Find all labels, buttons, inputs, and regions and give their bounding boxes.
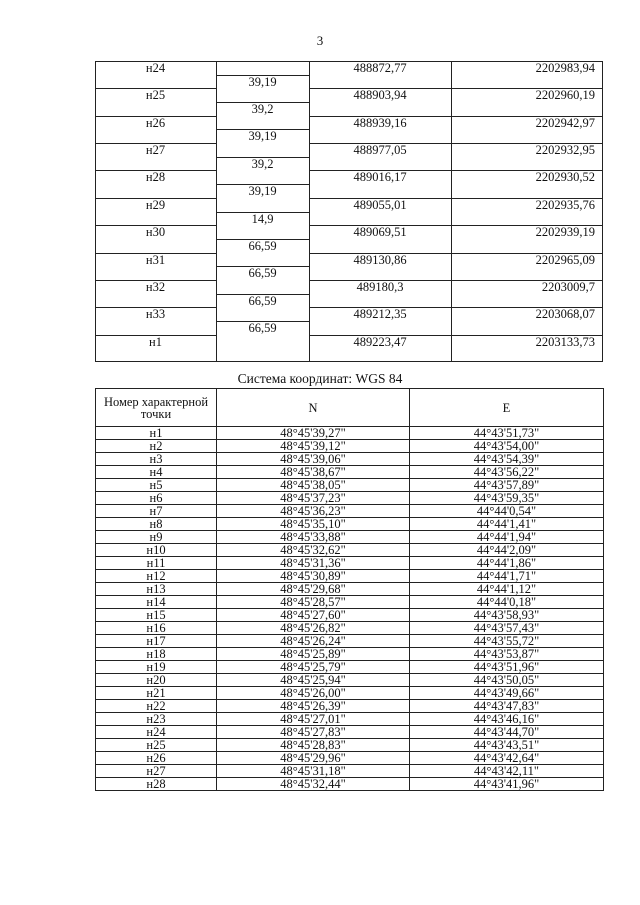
point-label: н19 [96, 661, 217, 674]
table-row [96, 609, 604, 622]
table-row [96, 661, 604, 674]
n-coordinate: 48°45'30,89" [217, 570, 410, 583]
header-e: E [410, 389, 604, 427]
point-label: н29 [145, 197, 166, 212]
table-row [96, 505, 604, 518]
wgs84-coordinates-table [95, 388, 604, 791]
point-label: н8 [96, 518, 217, 531]
table-row [96, 583, 604, 596]
e-coordinate: 44°43'42,64" [410, 752, 604, 765]
x-coordinate: 489069,51 [353, 225, 407, 240]
e-coordinate: 44°44'2,09" [410, 544, 604, 557]
point-label: н27 [96, 765, 217, 778]
n-coordinate: 48°45'28,83" [217, 739, 410, 752]
distance-value: 39,19 [248, 129, 277, 144]
n-coordinate: 48°45'25,89" [217, 648, 410, 661]
point-label: н28 [145, 170, 166, 185]
point-label: н17 [96, 635, 217, 648]
n-coordinate: 48°45'26,24" [217, 635, 410, 648]
distance-value: 14,9 [251, 211, 274, 226]
n-coordinate: 48°45'36,23" [217, 505, 410, 518]
table-row [96, 453, 604, 466]
point-label: н27 [145, 143, 166, 158]
n-coordinate: 48°45'28,57" [217, 596, 410, 609]
x-coordinate: 489212,35 [353, 307, 407, 322]
point-label: н23 [96, 713, 217, 726]
x-coordinate: 489130,86 [353, 252, 407, 267]
table-row [96, 687, 604, 700]
distance-value: 66,59 [248, 238, 277, 253]
e-coordinate: 44°43'46,16" [410, 713, 604, 726]
n-coordinate: 48°45'27,60" [217, 609, 410, 622]
point-label: н26 [145, 115, 166, 130]
table-row [96, 531, 604, 544]
e-coordinate: 44°43'54,39" [410, 453, 604, 466]
e-coordinate: 44°43'50,05" [410, 674, 604, 687]
y-coordinate: 2203133,73 [535, 334, 595, 349]
e-coordinate: 44°43'49,66" [410, 687, 604, 700]
point-label: н25 [145, 88, 166, 103]
x-coordinate: 489016,17 [353, 170, 407, 185]
n-coordinate: 48°45'37,23" [217, 492, 410, 505]
y-coordinate: 2203009,7 [541, 279, 595, 294]
table-row [96, 479, 604, 492]
point-label: н13 [96, 583, 217, 596]
coordinates-table-distances [95, 61, 603, 362]
n-coordinate: 48°45'25,79" [217, 661, 410, 674]
point-label: н20 [96, 674, 217, 687]
distance-value: 66,59 [248, 266, 277, 281]
table-row [96, 492, 604, 505]
point-label: н21 [96, 687, 217, 700]
point-label: н6 [96, 492, 217, 505]
table-row [96, 440, 604, 453]
e-coordinate: 44°43'51,96" [410, 661, 604, 674]
n-coordinate: 48°45'26,82" [217, 622, 410, 635]
e-coordinate: 44°44'0,54" [410, 505, 604, 518]
point-label: н30 [145, 225, 166, 240]
n-coordinate: 48°45'39,12" [217, 440, 410, 453]
n-coordinate: 48°45'33,88" [217, 531, 410, 544]
y-coordinate: 2203068,07 [535, 307, 595, 322]
distance-value: 39,2 [251, 102, 274, 117]
n-coordinate: 48°45'29,96" [217, 752, 410, 765]
header-point-number: Номер характерной точки [96, 389, 217, 427]
table-row [96, 466, 604, 479]
table-row [96, 557, 604, 570]
page-number: 3 [316, 33, 324, 48]
e-coordinate: 44°43'55,72" [410, 635, 604, 648]
table-row [96, 726, 604, 739]
n-coordinate: 48°45'26,39" [217, 700, 410, 713]
e-coordinate: 44°43'59,35" [410, 492, 604, 505]
x-coordinate: 489223,47 [353, 334, 407, 349]
distance-value: 66,59 [248, 293, 277, 308]
e-coordinate: 44°44'1,94" [410, 531, 604, 544]
point-label: н31 [145, 252, 166, 267]
point-label: н12 [96, 570, 217, 583]
distance-value: 39,2 [251, 156, 274, 171]
point-label: н26 [96, 752, 217, 765]
table-row [96, 700, 604, 713]
point-label: н10 [96, 544, 217, 557]
point-label: н1 [149, 334, 162, 349]
n-coordinate: 48°45'39,06" [217, 453, 410, 466]
e-coordinate: 44°43'57,43" [410, 622, 604, 635]
table-row [96, 739, 604, 752]
coordinate-system-caption: Система координат: WGS 84 [237, 371, 403, 386]
table-row [96, 596, 604, 609]
y-coordinate: 2202930,52 [535, 170, 595, 185]
x-coordinate: 488872,77 [353, 61, 407, 75]
table-body [96, 427, 604, 791]
point-label: н28 [96, 778, 217, 791]
e-coordinate: 44°44'1,86" [410, 557, 604, 570]
y-coordinate: 2202939,19 [535, 225, 595, 240]
point-label: н9 [96, 531, 217, 544]
e-coordinate: 44°44'1,41" [410, 518, 604, 531]
point-label: н1 [96, 427, 217, 440]
table-header-row [96, 389, 604, 427]
y-coordinate: 2202965,09 [535, 252, 595, 267]
e-coordinate: 44°44'0,18" [410, 596, 604, 609]
y-coordinate: 2202983,94 [535, 61, 595, 75]
n-coordinate: 48°45'35,10" [217, 518, 410, 531]
x-coordinate: 488977,05 [353, 143, 407, 158]
e-coordinate: 44°43'51,73" [410, 427, 604, 440]
e-coordinate: 44°43'58,93" [410, 609, 604, 622]
e-coordinate: 44°44'1,71" [410, 570, 604, 583]
n-coordinate: 48°45'27,01" [217, 713, 410, 726]
n-coordinate: 48°45'38,67" [217, 466, 410, 479]
e-coordinate: 44°43'54,00" [410, 440, 604, 453]
x-coordinate: 489055,01 [353, 197, 407, 212]
distance-value: 39,19 [248, 74, 277, 89]
table-row [96, 518, 604, 531]
n-coordinate: 48°45'31,18" [217, 765, 410, 778]
point-label: н7 [96, 505, 217, 518]
table-row [96, 622, 604, 635]
n-coordinate: 48°45'27,83" [217, 726, 410, 739]
point-label: н3 [96, 453, 217, 466]
table-row [96, 674, 604, 687]
point-label: н14 [96, 596, 217, 609]
y-coordinate: 2202932,95 [535, 143, 595, 158]
n-coordinate: 48°45'31,36" [217, 557, 410, 570]
point-label: н15 [96, 609, 217, 622]
e-coordinate: 44°44'1,12" [410, 583, 604, 596]
e-coordinate: 44°43'42,11" [410, 765, 604, 778]
table-row [96, 752, 604, 765]
e-coordinate: 44°43'44,70" [410, 726, 604, 739]
x-coordinate: 488939,16 [353, 115, 407, 130]
e-coordinate: 44°43'56,22" [410, 466, 604, 479]
point-label: н4 [96, 466, 217, 479]
e-coordinate: 44°43'41,96" [410, 778, 604, 791]
table-row [96, 765, 604, 778]
e-coordinate: 44°43'53,87" [410, 648, 604, 661]
n-coordinate: 48°45'38,05" [217, 479, 410, 492]
e-coordinate: 44°43'57,89" [410, 479, 604, 492]
n-coordinate: 48°45'26,00" [217, 687, 410, 700]
point-label: н18 [96, 648, 217, 661]
table-row [96, 427, 604, 440]
x-coordinate: 489180,3 [356, 279, 404, 294]
point-label: н33 [145, 307, 166, 322]
distance-value: 66,59 [248, 320, 277, 335]
table-row [96, 778, 604, 791]
n-coordinate: 48°45'32,62" [217, 544, 410, 557]
point-label: н11 [96, 557, 217, 570]
point-label: н2 [96, 440, 217, 453]
header-n: N [217, 389, 410, 427]
y-coordinate: 2202960,19 [535, 88, 595, 103]
n-coordinate: 48°45'29,68" [217, 583, 410, 596]
e-coordinate: 44°43'47,83" [410, 700, 604, 713]
point-label: н16 [96, 622, 217, 635]
point-label: н5 [96, 479, 217, 492]
table-row [96, 570, 604, 583]
distance-value: 39,19 [248, 184, 277, 199]
x-coordinate: 488903,94 [353, 88, 407, 103]
point-label: н24 [145, 61, 166, 75]
n-coordinate: 48°45'25,94" [217, 674, 410, 687]
y-coordinate: 2202942,97 [535, 115, 595, 130]
point-label: н32 [145, 279, 166, 294]
point-label: н25 [96, 739, 217, 752]
table-row [96, 648, 604, 661]
y-coordinate: 2202935,76 [535, 197, 595, 212]
n-coordinate: 48°45'32,44" [217, 778, 410, 791]
table-row [96, 544, 604, 557]
e-coordinate: 44°43'43,51" [410, 739, 604, 752]
table-row [96, 635, 604, 648]
n-coordinate: 48°45'39,27" [217, 427, 410, 440]
point-label: н22 [96, 700, 217, 713]
point-label: н24 [96, 726, 217, 739]
table-row [96, 713, 604, 726]
